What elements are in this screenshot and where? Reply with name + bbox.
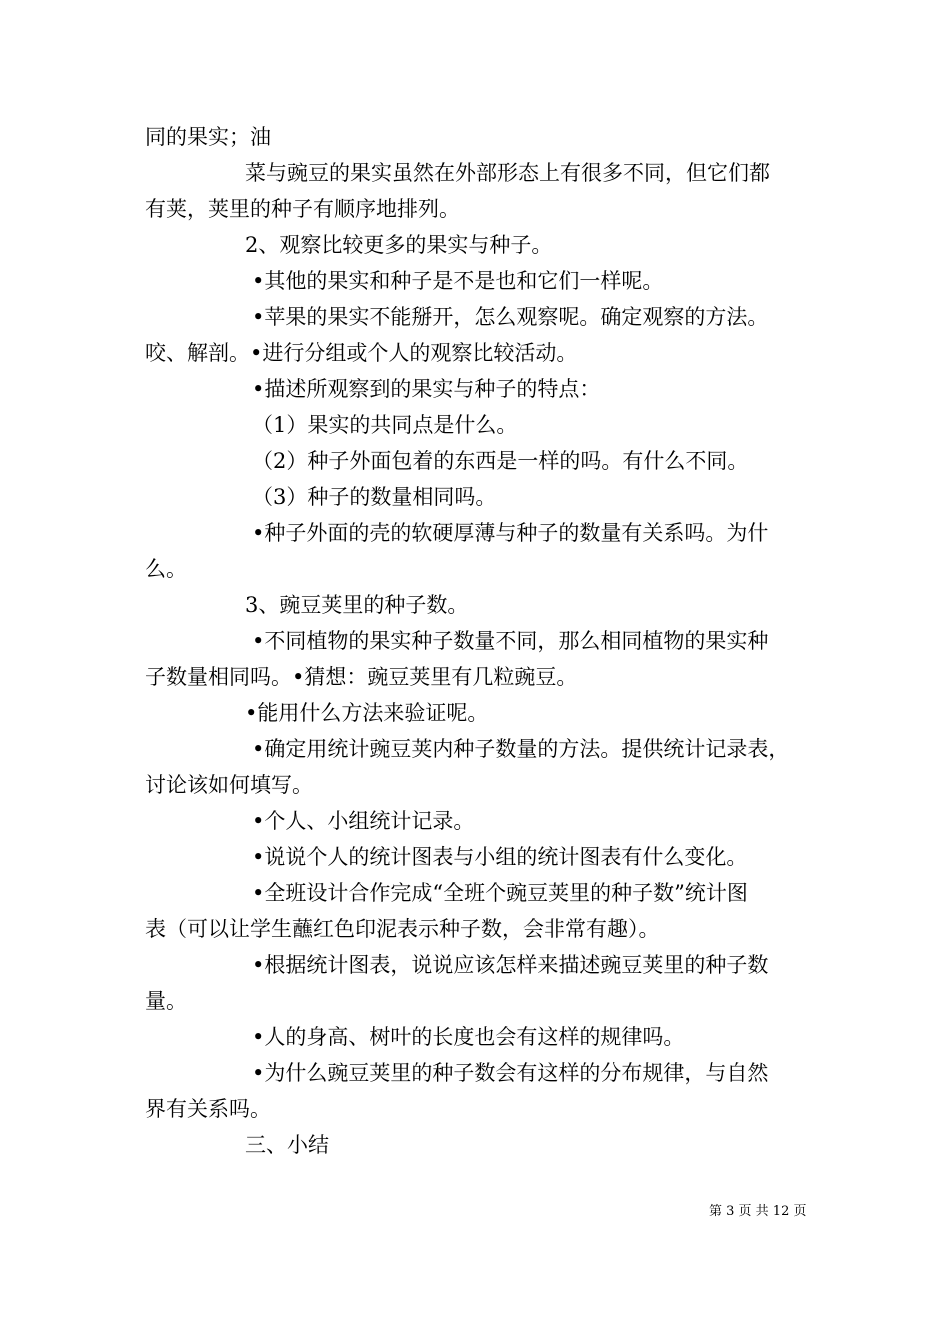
bullet-line-11: •根据统计图表，说说应该怎样来描述豌豆荚里的种子数 — [252, 953, 769, 977]
bullet-line-10: •全班设计合作完成“全班个豌豆荚里的种子数”统计图 — [252, 881, 748, 905]
numbered-item-1: （1）果实的共同点是什么。 — [252, 413, 518, 437]
bullet-line-1: •其他的果实和种子是不是也和它们一样呢。 — [252, 269, 664, 293]
section-heading-3: 3、豌豆荚里的种子数。 — [245, 593, 469, 617]
bullet-line-7: •确定用统计豌豆荚内种子数量的方法。提供统计记录表， — [252, 737, 790, 761]
text-line-10: 界有关系吗。 — [145, 1097, 271, 1121]
text-line-7: 讨论该如何填写。 — [145, 773, 313, 797]
text-line-2: 菜与豌豆的果实虽然在外部形态上有很多不同，但它们都 — [245, 161, 770, 185]
text-line-5: 么。 — [145, 557, 187, 581]
bullet-line-8: •个人、小组统计记录。 — [252, 809, 475, 833]
page-number-footer: 第 3 页 共 12 页 — [709, 1204, 807, 1219]
bullet-line-6: •能用什么方法来验证呢。 — [245, 701, 489, 725]
text-line-6: 子数量相同吗。•猜想：豌豆荚里有几粒豌豆。 — [145, 665, 578, 689]
text-line-4: 咬、解剖。•进行分组或个人的观察比较活动。 — [145, 341, 578, 365]
section-heading-2: 2、观察比较更多的果实与种子。 — [245, 233, 553, 257]
bullet-line-9: •说说个人的统计图表与小组的统计图表有什么变化。 — [252, 845, 748, 869]
bullet-line-2: •苹果的果实不能掰开，怎么观察呢。确定观察的方法。 — [252, 305, 769, 329]
bullet-line-4: •种子外面的壳的软硬厚薄与种子的数量有关系吗。为什 — [252, 521, 769, 545]
text-line-1: 同的果实；油 — [145, 125, 271, 149]
numbered-item-2: （2）种子外面包着的东西是一样的吗。有什么不同。 — [252, 449, 749, 473]
text-line-8: 表（可以让学生蘸红色印泥表示种子数，会非常有趣）。 — [145, 917, 660, 941]
bullet-line-5: •不同植物的果实种子数量不同，那么相同植物的果实种 — [252, 629, 769, 653]
numbered-item-3: （3）种子的数量相同吗。 — [252, 485, 497, 509]
text-line-3: 有荚，荚里的种子有顺序地排列。 — [145, 197, 460, 221]
bullet-line-3: •描述所观察到的果实与种子的特点： — [252, 377, 601, 401]
bullet-line-13: •为什么豌豆荚里的种子数会有这样的分布规律，与自然 — [252, 1061, 769, 1085]
text-line-9: 量。 — [145, 989, 187, 1013]
bullet-line-12: •人的身高、树叶的长度也会有这样的规律吗。 — [252, 1025, 685, 1049]
section-heading-summary: 三、小结 — [245, 1133, 329, 1157]
